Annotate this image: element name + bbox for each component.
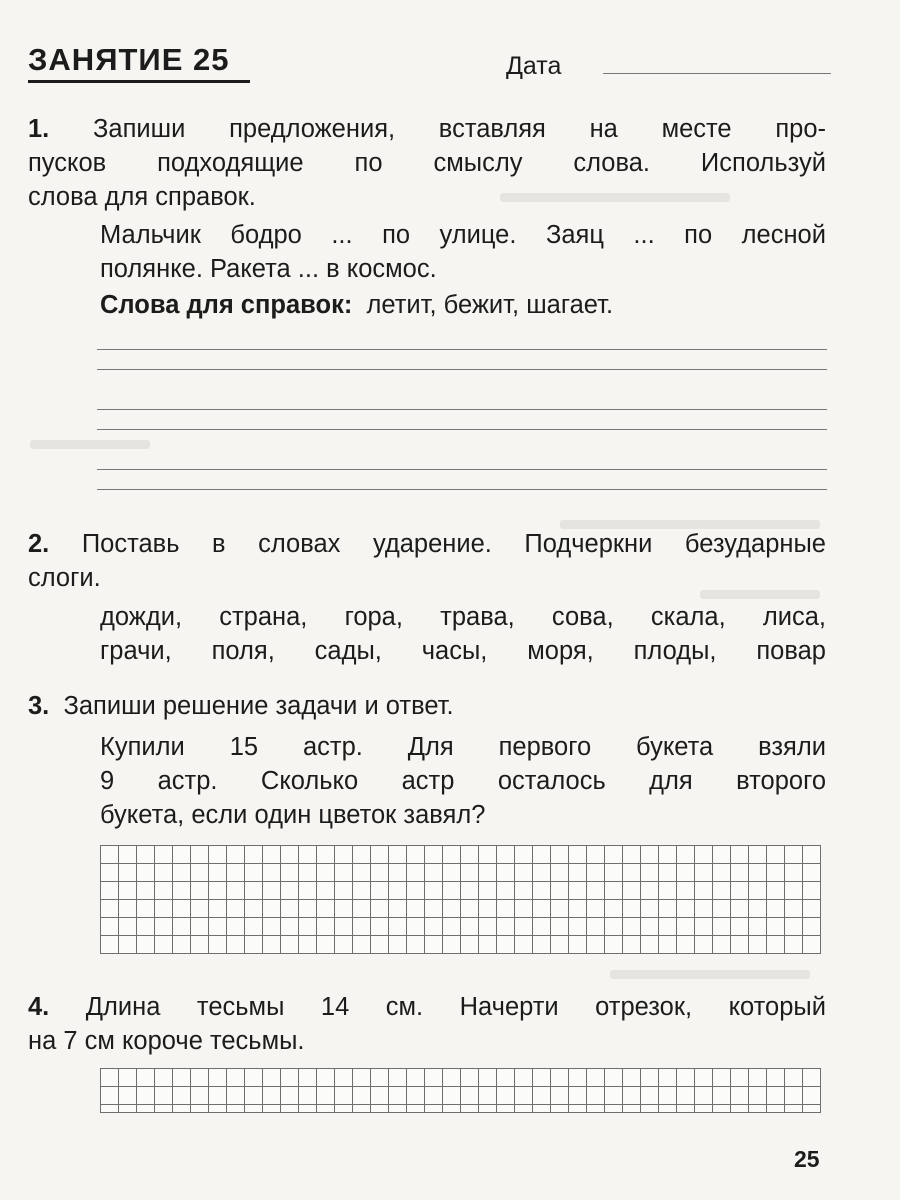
writing-line[interactable]: [97, 349, 827, 350]
lesson-title: ЗАНЯТИЕ 25: [28, 42, 230, 77]
writing-line[interactable]: [97, 469, 827, 470]
instruction-line: Запиши предложения, вставляя на месте про-: [93, 115, 826, 143]
task-1-instruction: [28, 112, 826, 214]
problem-line: Купили 15 астр. Для первого букета взяли: [100, 733, 826, 761]
instruction-line: пусков подходящие по смыслу слова. Используй: [28, 149, 826, 177]
task-1-hint: [100, 288, 826, 322]
task-3-problem: [100, 730, 826, 832]
task-3-number: 3.: [28, 692, 50, 720]
writing-line[interactable]: [97, 489, 827, 490]
writing-line[interactable]: [97, 409, 827, 410]
sentence-line: Мальчик бодро ... по улице. Заяц ... по лесной: [100, 221, 826, 249]
task-3-answer-grid[interactable]: [100, 845, 821, 954]
show-through-mark: [610, 970, 810, 979]
problem-line: 9 астр. Сколько астр осталось для второго: [100, 767, 826, 795]
instruction-line: на 7 см короче тесьмы.: [28, 1027, 305, 1055]
task-1-sentences: [100, 218, 826, 286]
task-2-instruction: [28, 527, 826, 595]
lesson-header: [28, 40, 833, 90]
task-2-number: 2.: [28, 530, 50, 558]
task-2-words: [100, 600, 826, 668]
hint-label: Слова для справок:: [100, 291, 353, 319]
word-line: дожди, страна, гора, трава, сова, скала, лиса,: [100, 603, 826, 631]
page-number: 25: [794, 1146, 820, 1172]
hint-words: летит, бежит, шагает.: [366, 291, 614, 319]
writing-line[interactable]: [97, 429, 827, 430]
date-input-line[interactable]: [603, 73, 831, 74]
instruction-line: Поставь в словах ударение. Подчеркни безударные: [81, 530, 826, 558]
instruction-line: слоги.: [28, 564, 101, 592]
task-4-number: 4.: [28, 993, 50, 1021]
task-4-instruction: [28, 990, 826, 1058]
task-3-instruction: [28, 689, 826, 723]
date-label: Дата: [506, 52, 562, 80]
lesson-title-underline: [28, 80, 250, 83]
show-through-mark: [30, 440, 150, 449]
task-4-drawing-grid[interactable]: [100, 1068, 821, 1113]
problem-line: букета, если один цветок завял?: [100, 801, 486, 829]
writing-line[interactable]: [97, 369, 827, 370]
instruction-line: Длина тесьмы 14 см. Начерти отрезок, который: [85, 993, 826, 1021]
instruction-line: Запиши решение задачи и ответ.: [63, 692, 454, 720]
instruction-line: слова для справок.: [28, 183, 256, 211]
sentence-line: полянке. Ракета ... в космос.: [100, 255, 437, 283]
word-line: грачи, поля, сады, часы, моря, плоды, повар: [100, 637, 826, 665]
task-1-number: 1.: [28, 115, 50, 143]
